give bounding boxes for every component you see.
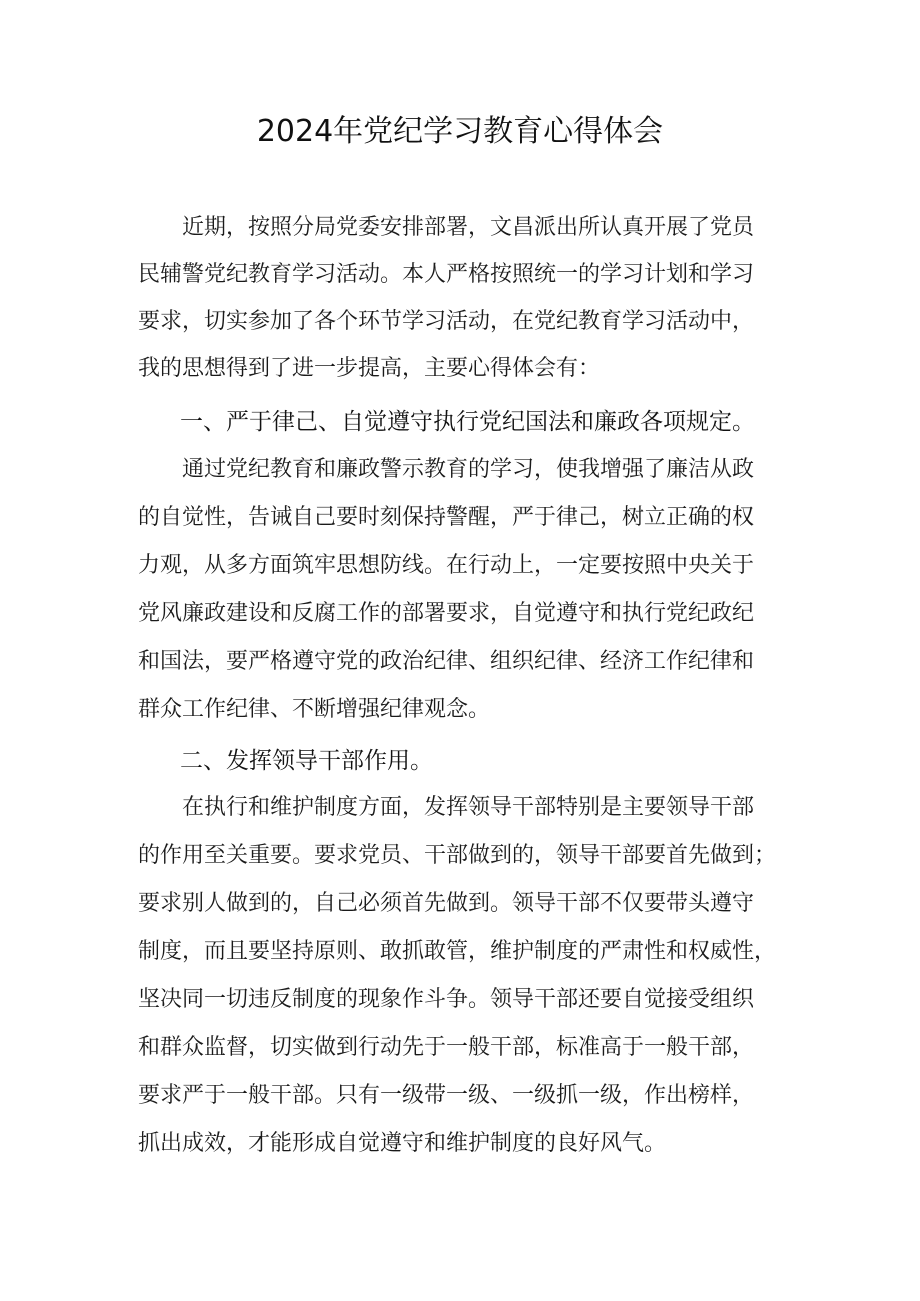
paragraph-3-line: 抓出成效，才能形成自觉遵守和维护制度的良好风气。	[138, 1131, 667, 1156]
paragraph-1-line: 近期，按照分局党委安排部署，文昌派出所认真开展了党员	[182, 215, 755, 240]
paragraph-2-line: 党风廉政建设和反腐工作的部署要求，自觉遵守和执行党纪政纪	[138, 601, 755, 626]
paragraph-2-line: 群众工作纪律、不断增强纪律观念。	[138, 697, 491, 722]
section-heading-1: 一、严于律己、自觉遵守执行党纪国法和廉政各项规定。	[180, 409, 755, 435]
paragraph-3-line: 要求别人做到的，自己必须首先做到。领导干部不仅要带头遵守	[138, 891, 755, 916]
paragraph-3-line: 坚决同一切违反制度的现象作斗争。领导干部还要自觉接受组织	[138, 987, 755, 1012]
paragraph-3-line: 和群众监督，切实做到行动先于一般干部，标准高于一般干部，	[138, 1035, 755, 1060]
paragraph-2-line: 通过党纪教育和廉政警示教育的学习，使我增强了廉洁从政	[182, 457, 755, 482]
paragraph-1-line: 我的思想得到了进一步提高，主要心得体会有：	[138, 356, 601, 381]
paragraph-3-line: 要求严于一般干部。只有一级带一级、一级抓一级，作出榜样，	[138, 1083, 755, 1108]
paragraph-3-line: 在执行和维护制度方面，发挥领导干部特别是主要领导干部	[182, 795, 755, 820]
paragraph-3-line: 制度，而且要坚持原则、敢抓敢管，维护制度的严肃性和权威性，	[138, 939, 777, 964]
paragraph-1-line: 要求，切实参加了各个环节学习活动，在党纪教育学习活动中，	[138, 309, 755, 334]
section-heading-2: 二、发挥领导干部作用。	[180, 748, 433, 774]
document-title: 2024年党纪学习教育心得体会	[256, 114, 664, 149]
paragraph-2-line: 力观，从多方面筑牢思想防线。在行动上，一定要按照中央关于	[138, 553, 755, 578]
paragraph-1-line: 民辅警党纪教育学习活动。本人严格按照统一的学习计划和学习	[138, 262, 755, 287]
paragraph-2-line: 的自觉性，告诫自己要时刻保持警醒，严于律己，树立正确的权	[138, 505, 755, 530]
paragraph-3-line: 的作用至关重要。要求党员、干部做到的，领导干部要首先做到；	[138, 843, 777, 868]
paragraph-2-line: 和国法，要严格遵守党的政治纪律、组织纪律、经济工作纪律和	[138, 649, 755, 674]
